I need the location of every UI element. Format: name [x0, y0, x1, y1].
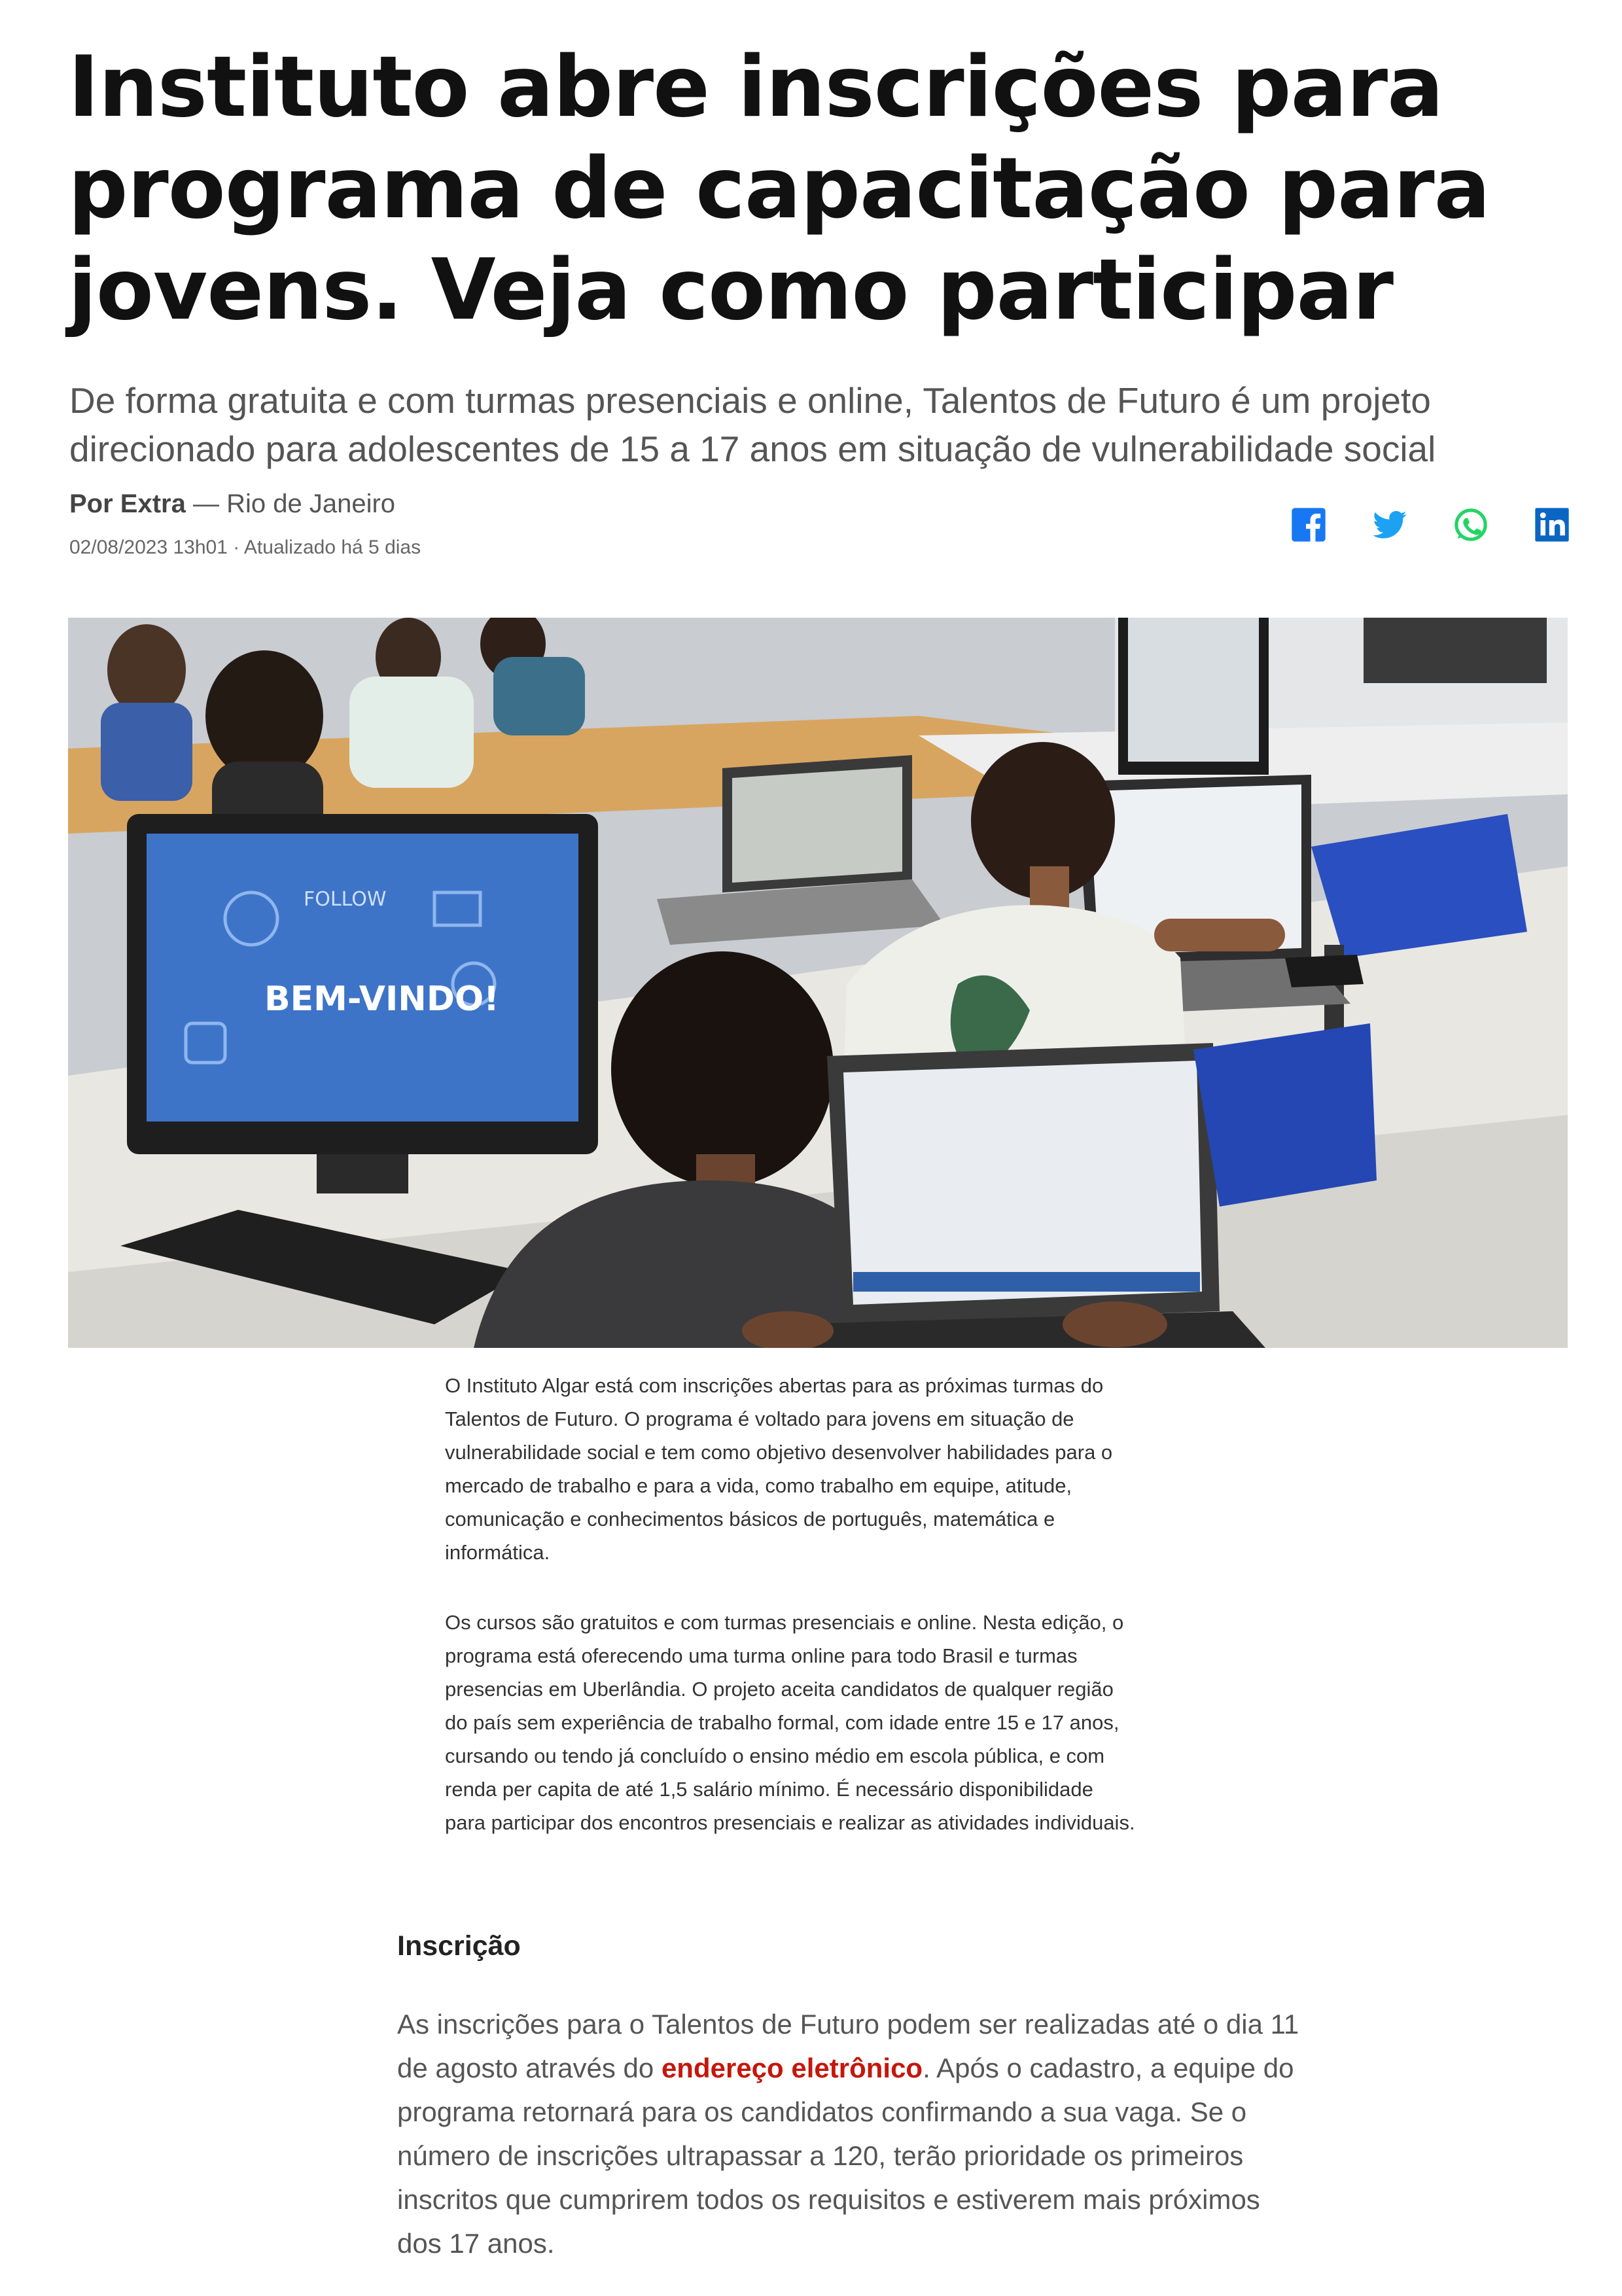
registration-link[interactable]: endereço eletrônico [661, 2053, 923, 2083]
facebook-icon [1290, 506, 1327, 543]
share-facebook-button[interactable] [1288, 504, 1330, 546]
body-text-before-link: As inscrições para o Talentos de Futuro podem ser realizadas até o dia 11 de agosto através do [397, 2009, 1299, 2083]
classroom-photo [68, 618, 1568, 1348]
article-subtitle: De forma gratuita e com turmas presenciais e online, Talentos de Futuro é um projeto direcionado para adolescentes de 15 a 17 anos em situação de vulnerabilidade social [69, 380, 1436, 469]
monitor-screen-text: BEM-VINDO! [264, 980, 499, 1019]
byline-separator: — [185, 489, 227, 518]
body-text-after-link: . Após o cadastro, a equipe do programa retornará para os candidatos confirmando a sua vaga. Se o número de inscrições ultrapassar a 120, terão prioridade os primeiros inscritos que cumprirem todos os requisitos e estiverem mais próximos dos 17 anos. [397, 2053, 1294, 2259]
registration-paragraph [397, 2002, 1300, 2265]
byline-location: Rio de Janeiro [226, 489, 396, 518]
section-heading: Inscrição [397, 1930, 521, 1962]
publish-datetime: 02/08/2023 13h01 · Atualizado há 5 dias [69, 537, 421, 558]
twitter-icon [1371, 506, 1408, 543]
share-linkedin-button[interactable] [1531, 504, 1573, 546]
whatsapp-icon [1453, 506, 1489, 543]
article-paragraph: O Instituto Algar está com inscrições abertas para as próximas turmas do Talentos de Futuro. O programa é voltado para jovens em situação de vulnerabilidade social e tem como objetivo desenvolver habilidades para o mercado de trabalho e para a vida, como trabalho em equipe, atitude, comunicação e conhecimentos básicos de português, matemática e informática. [445, 1374, 1113, 1564]
byline [69, 489, 395, 519]
byline-author[interactable]: Por Extra [69, 489, 186, 518]
linkedin-icon [1534, 506, 1570, 543]
article-headline: Instituto abre inscrições para programa de capacitação para jovens. Veja como participar [68, 39, 1490, 339]
monitor-follow-text: FOLLOW [304, 888, 387, 911]
share-twitter-button[interactable] [1369, 504, 1411, 546]
article-photo [68, 618, 1568, 1348]
article-paragraph: Os cursos são gratuitos e com turmas presenciais e online. Nesta edição, o programa está oferecendo uma turma online para todo Brasil e turmas presencias em Uberlândia. O projeto aceita candidatos de qualquer região do país sem experiência de trabalho formal, com idade entre 15 e 17 anos, cursando ou tendo já concluído o ensino médio em escola pública, e com renda per capita de até 1,5 salário mínimo. É necessário disponibilidade para participar dos encontros presenciais e realizar as atividades individuais. [445, 1611, 1135, 1834]
share-whatsapp-button[interactable] [1450, 504, 1492, 546]
